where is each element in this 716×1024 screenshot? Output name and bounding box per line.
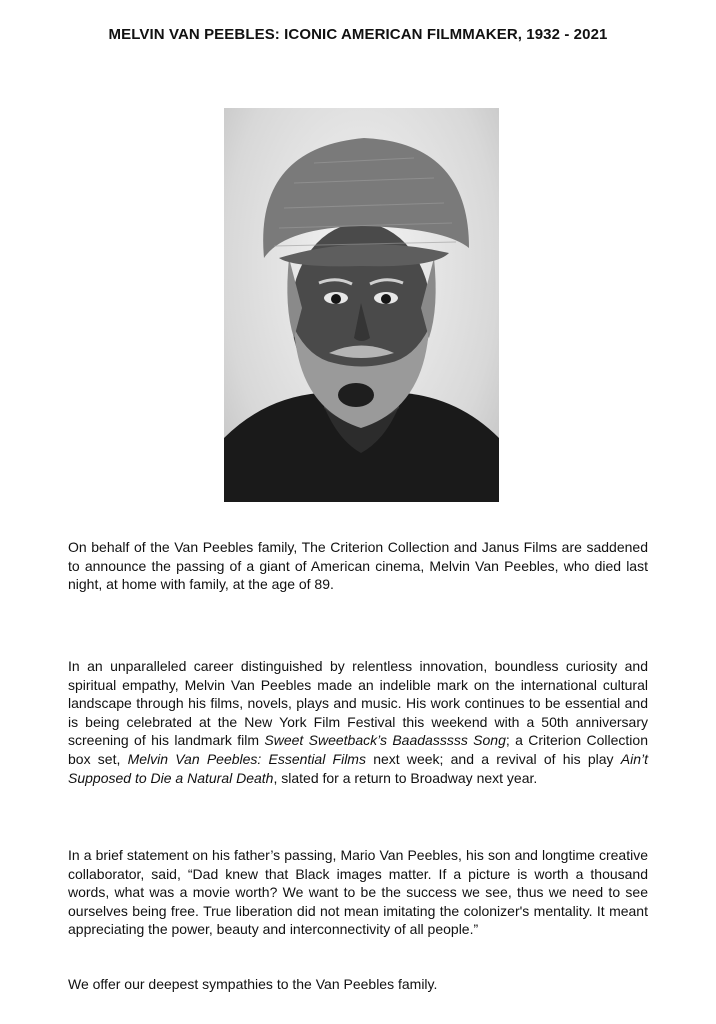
page-title: MELVIN VAN PEEBLES: ICONIC AMERICAN FILMMAKER, 1932 - 2021 xyxy=(108,26,608,43)
film-title-sweetback: Sweet Sweetback’s Baadasssss Song xyxy=(264,732,506,749)
paragraph-career xyxy=(68,657,648,787)
portrait-illustration xyxy=(224,108,499,502)
paragraph-announcement: On behalf of the Van Peebles family, The Criterion Collection and Janus Films are saddened to announce the passing of a giant of American cinema, Melvin Van Peebles, who died last night, at home with family, at the age of 89. xyxy=(68,539,648,593)
boxset-title: Melvin Van Peebles: Essential Films xyxy=(127,750,366,767)
career-text-b: ; a Criterion Collection box set, xyxy=(68,732,648,767)
portrait-photo xyxy=(224,108,499,502)
play-title: Ain’t Supposed to Die a Natural Death xyxy=(68,750,648,786)
career-text-a: In an unparalleled career distinguished by relentless innovation, boundless curiosity and spiritual empathy, Melvin Van Peebles made an indelible mark on the international cultural landscape through his films, novels, plays and music. His work continues to be essential and is being celebrated at the New York Film Festival this weekend with a 50th anniversary screening of his landmark film xyxy=(68,658,648,749)
paragraph-statement: In a brief statement on his father’s passing, Mario Van Peebles, his son and longtime creative collaborator, said, “Dad knew that Black images matter. If a picture is worth a thousand words, what was a movie worth? We want to be the success we see, thus we need to see ourselves being free. True liberation did not mean imitating the colonizer's mentality. It meant appreciating the power, beauty and interconnectivity of all people.” xyxy=(68,847,648,938)
career-text-c: next week; and a revival of his play xyxy=(365,750,621,767)
paragraph-sympathies: We offer our deepest sympathies to the Van Peebles family. xyxy=(68,976,438,992)
career-text-d: , slated for a return to Broadway next year. xyxy=(273,769,538,786)
